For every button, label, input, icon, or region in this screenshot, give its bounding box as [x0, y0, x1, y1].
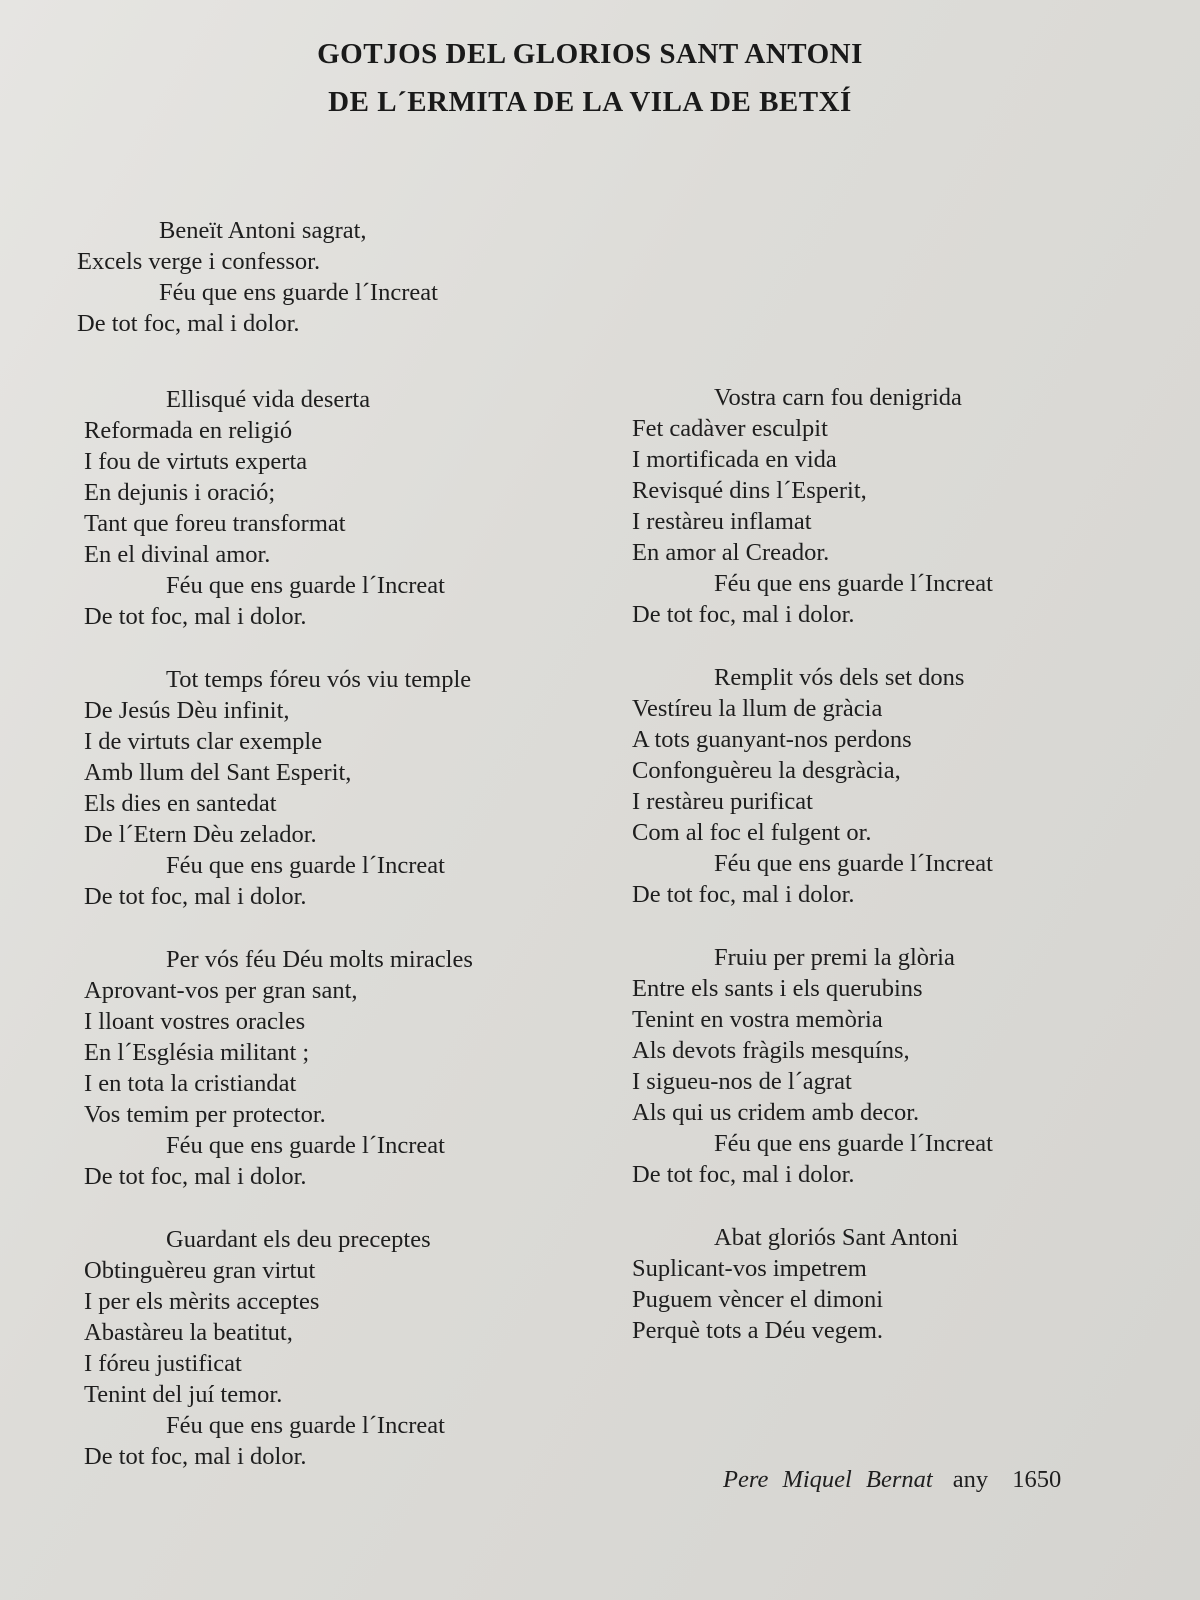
- verse-line: Als devots fràgils mesquíns,: [632, 1037, 910, 1064]
- refrain-line: De tot foc, mal i dolor.: [77, 310, 300, 337]
- refrain-line: Féu que ens guarde l´Increat: [159, 279, 438, 306]
- verse-line: En el divinal amor.: [84, 541, 271, 568]
- stanza: [632, 382, 1112, 630]
- intro-stanza: [77, 215, 677, 339]
- verse-line: Beneït Antoni sagrat,: [159, 217, 367, 244]
- refrain-line: Féu que ens guarde l´Increat: [166, 1412, 445, 1439]
- right-column: [632, 382, 1112, 1378]
- verse-line: I per els mèrits acceptes: [84, 1288, 320, 1315]
- verse-line: Als qui us cridem amb decor.: [632, 1099, 920, 1126]
- verse-line: Com al foc el fulgent or.: [632, 819, 872, 846]
- verse-line: Tot temps fóreu vós viu temple: [166, 666, 472, 693]
- verse-line: I fóreu justificat: [84, 1350, 242, 1377]
- verse-line: Excels verge i confessor.: [77, 248, 321, 275]
- signature-year-label: any: [952, 1466, 989, 1493]
- verse-line: I restàreu purificat: [632, 788, 813, 815]
- verse-line: Ellisqué vida deserta: [166, 386, 371, 413]
- stanza: [632, 942, 1112, 1190]
- refrain-line: De tot foc, mal i dolor.: [84, 1443, 307, 1470]
- verse-line: I fou de virtuts experta: [84, 448, 308, 475]
- refrain-line: Féu que ens guarde l´Increat: [166, 572, 445, 599]
- refrain-line: De tot foc, mal i dolor.: [84, 1163, 307, 1190]
- verse-line: Obtinguèreu gran virtut: [84, 1257, 316, 1284]
- verse-line: Confonguèreu la desgràcia,: [632, 757, 901, 784]
- verse-line: Suplicant-vos impetrem: [632, 1255, 867, 1282]
- verse-line: Aprovant-vos per gran sant,: [84, 977, 358, 1004]
- document-title-line-1: GOTJOS DEL GLORIOS SANT ANTONI: [317, 38, 863, 70]
- signature: [723, 1466, 1061, 1494]
- verse-line: Vestíreu la llum de gràcia: [632, 695, 883, 722]
- left-column: [84, 384, 564, 1504]
- verse-line: En l´Església militant ;: [84, 1039, 310, 1066]
- refrain-line: Féu que ens guarde l´Increat: [714, 570, 993, 597]
- verse-line: Reformada en religió: [84, 417, 293, 444]
- verse-line: Tenint del juí temor.: [84, 1381, 283, 1408]
- verse-line: Els dies en santedat: [84, 790, 277, 817]
- verse-line: De l´Etern Dèu zelador.: [84, 821, 317, 848]
- verse-line: I mortificada en vida: [632, 446, 837, 473]
- stanza: [632, 1222, 1112, 1346]
- stanza: [84, 664, 564, 912]
- stanza: [84, 384, 564, 632]
- refrain-line: Féu que ens guarde l´Increat: [714, 850, 993, 877]
- refrain-line: De tot foc, mal i dolor.: [632, 1161, 855, 1188]
- refrain-line: De tot foc, mal i dolor.: [632, 881, 855, 908]
- stanza: [84, 1224, 564, 1472]
- refrain-line: Féu que ens guarde l´Increat: [714, 1130, 993, 1157]
- verse-line: Puguem vèncer el dimoni: [632, 1286, 884, 1313]
- document-title-line-2: DE L´ERMITA DE LA VILA DE BETXÍ: [328, 86, 852, 118]
- verse-line: Entre els sants i els querubins: [632, 975, 923, 1002]
- verse-line: I restàreu inflamat: [632, 508, 812, 535]
- signature-author: Pere Miquel Bernat: [723, 1466, 933, 1493]
- verse-line: Fet cadàver esculpit: [632, 415, 828, 442]
- verse-line: Tenint en vostra memòria: [632, 1006, 883, 1033]
- verse-line: I lloant vostres oracles: [84, 1008, 306, 1035]
- stanza: [84, 944, 564, 1192]
- verse-line: De Jesús Dèu infinit,: [84, 697, 290, 724]
- verse-line: Abastàreu la beatitut,: [84, 1319, 293, 1346]
- verse-line: Amb llum del Sant Esperit,: [84, 759, 352, 786]
- refrain-line: De tot foc, mal i dolor.: [632, 601, 855, 628]
- verse-line: En amor al Creador.: [632, 539, 830, 566]
- refrain-line: Féu que ens guarde l´Increat: [166, 1132, 445, 1159]
- verse-line: Tant que foreu transformat: [84, 510, 346, 537]
- signature-year: 1650: [1012, 1466, 1062, 1493]
- verse-line: A tots guanyant-nos perdons: [632, 726, 912, 753]
- verse-line: Per vós féu Déu molts miracles: [166, 946, 473, 973]
- verse-line: I sigueu-nos de l´agrat: [632, 1068, 852, 1095]
- verse-line: Fruiu per premi la glòria: [714, 944, 955, 971]
- verse-line: En dejunis i oració;: [84, 479, 276, 506]
- verse-line: I en tota la cristiandat: [84, 1070, 297, 1097]
- stanza: [632, 662, 1112, 910]
- verse-line: Vostra carn fou denigrida: [714, 384, 962, 411]
- verse-line: Vos temim per protector.: [84, 1101, 326, 1128]
- verse-line: I de virtuts clar exemple: [84, 728, 323, 755]
- verse-line: Guardant els deu preceptes: [166, 1226, 431, 1253]
- refrain-line: Féu que ens guarde l´Increat: [166, 852, 445, 879]
- verse-line: Perquè tots a Déu vegem.: [632, 1317, 884, 1344]
- refrain-line: De tot foc, mal i dolor.: [84, 603, 307, 630]
- verse-line: Revisqué dins l´Esperit,: [632, 477, 867, 504]
- refrain-line: De tot foc, mal i dolor.: [84, 883, 307, 910]
- verse-line: Abat gloriós Sant Antoni: [714, 1224, 959, 1251]
- verse-line: Remplit vós dels set dons: [714, 664, 965, 691]
